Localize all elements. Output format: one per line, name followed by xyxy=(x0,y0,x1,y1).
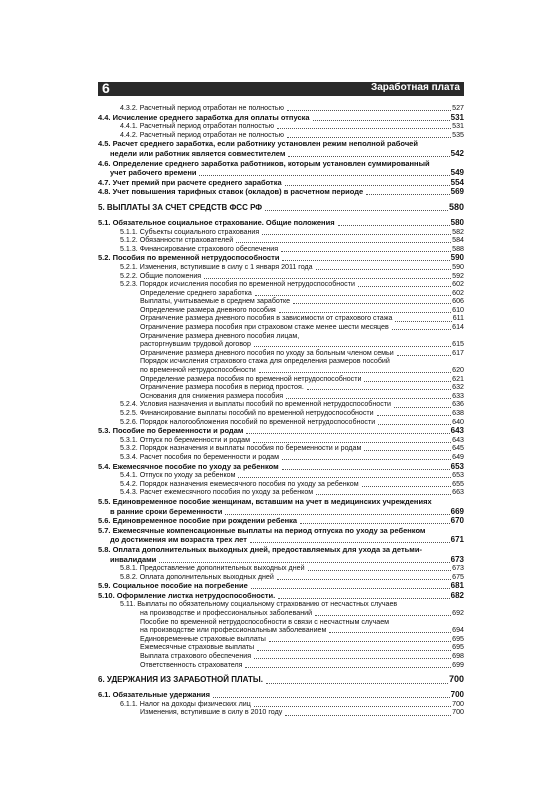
dot-leader xyxy=(159,562,449,563)
dot-leader xyxy=(395,321,451,322)
toc-entry-title: 5.1. Обязательное социальное страхование. Общие положения xyxy=(98,217,335,227)
toc-page-number: 617 xyxy=(452,348,464,357)
toc-entry-title: Ограничение размера пособия при страховом стаже менее шести месяцев xyxy=(140,323,389,332)
toc-page-number: 700 xyxy=(452,699,464,708)
dot-leader xyxy=(316,269,452,270)
toc-page-number: 653 xyxy=(452,471,464,480)
toc-page-number: 549 xyxy=(450,168,464,178)
toc-page-number: 675 xyxy=(452,572,464,581)
toc-entry-title: 5.2.4. Условия назначения и выплаты пособий по временной нетрудоспособности xyxy=(120,400,391,409)
toc-entry[interactable] xyxy=(98,626,464,635)
toc-entry-title: 4.4.2. Расчетный период отработан не полностью xyxy=(120,130,284,139)
dot-leader xyxy=(338,225,450,226)
toc-entry-title: инвалидами xyxy=(110,554,157,564)
dot-leader xyxy=(286,398,451,399)
dot-leader xyxy=(255,295,451,296)
toc-entry-title: 5.2.5. Финансирование выплаты пособий по временной нетрудоспособности xyxy=(120,409,374,417)
toc-entry[interactable] xyxy=(98,526,464,536)
toc-page-number: 638 xyxy=(452,409,464,417)
toc-entry-title: 5.3.2. Порядок назначения и выплаты пособия по беременности и родам xyxy=(120,444,362,453)
dot-leader xyxy=(213,697,450,698)
dot-leader xyxy=(269,641,451,642)
dot-leader xyxy=(366,194,449,195)
toc-page-number: 700 xyxy=(452,708,464,717)
toc-entry-title: 5.2.3. Порядок исчисления пособия по временной нетрудоспособности xyxy=(120,280,355,289)
dot-leader xyxy=(282,260,449,261)
toc-entry[interactable] xyxy=(98,480,464,489)
toc-entry[interactable] xyxy=(98,661,464,670)
toc-entry[interactable] xyxy=(98,149,464,159)
toc-entry[interactable] xyxy=(98,600,464,609)
toc-page-number: 692 xyxy=(452,609,464,618)
toc-page-number: 694 xyxy=(452,626,464,635)
dot-leader xyxy=(285,715,451,716)
toc-page-number: 699 xyxy=(452,660,464,669)
toc-chapter[interactable] xyxy=(98,202,464,213)
page-header xyxy=(98,82,464,96)
toc-page-number: 621 xyxy=(452,374,464,383)
toc-page-number: 554 xyxy=(450,177,464,187)
dot-leader xyxy=(293,303,451,304)
toc-entry[interactable] xyxy=(98,218,464,228)
toc-entry[interactable] xyxy=(98,159,464,169)
dot-leader xyxy=(282,459,451,460)
toc-page-number: 695 xyxy=(452,634,464,643)
dot-leader xyxy=(265,210,448,211)
toc-entry[interactable] xyxy=(98,418,464,427)
toc-entry-title: 5.4.2. Порядок назначения ежемесячного пособия по уходу за ребенком xyxy=(120,479,359,488)
toc-entry[interactable] xyxy=(98,280,464,289)
toc-entry-title: 5.9. Социальное пособие на погребение xyxy=(98,581,248,591)
toc-entry-title: Ограничение размера пособия в период простоя. xyxy=(140,383,304,392)
dot-leader xyxy=(254,346,451,347)
toc-entry-title: 4.6. Определение среднего заработка работников, которым установлен суммированный xyxy=(98,158,430,168)
toc-page-number: 632 xyxy=(452,383,464,392)
toc-page-number: 700 xyxy=(448,674,464,685)
toc-entry-title: 4.4.1. Расчетный период отработан полностью xyxy=(120,122,275,131)
toc-page-number: 592 xyxy=(452,271,464,280)
toc-entry[interactable] xyxy=(98,545,464,555)
toc-entry[interactable] xyxy=(98,272,464,281)
toc-entry-title: 5.2. Пособия по временной нетрудоспособности xyxy=(98,253,280,263)
toc-entry-title: 6.1.1. Налог на доходы физических лиц xyxy=(120,699,251,708)
dot-leader xyxy=(259,372,451,373)
toc-entry[interactable] xyxy=(98,535,464,545)
toc-entry-title: 5.4. Ежемесячное пособие по уходу за ребенком xyxy=(98,461,279,471)
toc-entry-title: 5.1.2. Обязанности страхователей xyxy=(120,236,234,245)
toc-page-number: 655 xyxy=(452,479,464,488)
toc-entry-title: 4.4. Исчисление среднего заработка для оплаты отпуска xyxy=(98,112,310,122)
dot-leader xyxy=(397,355,451,356)
toc-entry[interactable] xyxy=(98,297,464,306)
dot-leader xyxy=(257,650,451,651)
toc-page-number: 645 xyxy=(452,444,464,453)
toc-entry-title: 5.11. Выплаты по обязательному социальному страхованию от несчастных случаев xyxy=(120,600,398,609)
dot-leader xyxy=(364,450,451,451)
dot-leader xyxy=(245,667,451,668)
table-of-contents xyxy=(98,104,464,717)
toc-entry[interactable] xyxy=(98,323,464,332)
dot-leader xyxy=(288,156,449,157)
dot-leader xyxy=(254,658,451,659)
toc-page-number: 569 xyxy=(450,187,464,197)
toc-entry[interactable] xyxy=(98,690,464,700)
toc-page-number: 673 xyxy=(450,554,464,564)
toc-entry[interactable] xyxy=(98,618,464,627)
toc-page-number: 542 xyxy=(450,148,464,158)
toc-chapter[interactable] xyxy=(98,674,464,685)
toc-page-number: 535 xyxy=(452,130,464,139)
dot-leader xyxy=(279,312,451,313)
toc-entry-title: 5.7. Ежемесячные компенсационные выплаты на период отпуска по уходу за ребенком xyxy=(98,525,426,535)
toc-entry[interactable] xyxy=(98,516,464,526)
toc-entry[interactable] xyxy=(98,263,464,272)
toc-entry-title: 6. УДЕРЖАНИЯ ИЗ ЗАРАБОТНОЙ ПЛАТЫ. xyxy=(98,675,263,685)
toc-page-number: 614 xyxy=(452,323,464,332)
toc-page-number: 588 xyxy=(452,244,464,253)
dot-leader xyxy=(278,598,449,599)
dot-leader xyxy=(287,110,451,111)
toc-page-number: 531 xyxy=(450,112,464,122)
toc-entry-title: 5.1.3. Финансирование страхового обеспечения xyxy=(120,244,279,253)
dot-leader xyxy=(394,407,451,408)
toc-page-number: 682 xyxy=(450,590,464,600)
dot-leader xyxy=(254,706,451,707)
dot-leader xyxy=(204,278,451,279)
toc-entry[interactable] xyxy=(98,332,464,341)
toc-entry[interactable] xyxy=(98,400,464,409)
toc-entry-title: Изменения, вступившие в силу в 2010 году xyxy=(140,708,283,717)
toc-page-number: 615 xyxy=(452,340,464,349)
toc-entry[interactable] xyxy=(98,426,464,436)
toc-entry-title: учет рабочего времени xyxy=(110,168,197,178)
toc-entry-title: 5.8. Оплата дополнительных выходных дней, предоставляемых для ухода за детьми- xyxy=(98,544,422,554)
dot-leader xyxy=(377,415,452,416)
toc-entry[interactable] xyxy=(98,113,464,123)
toc-page-number: 663 xyxy=(452,488,464,497)
toc-entry-title: по временной нетрудоспособности xyxy=(140,366,256,375)
toc-entry-title: Определение размера дневного пособия xyxy=(140,305,276,314)
toc-page-number: 531 xyxy=(452,122,464,131)
dot-leader xyxy=(277,579,451,580)
toc-page-number: 620 xyxy=(452,366,464,375)
dot-leader xyxy=(392,329,451,330)
toc-entry[interactable] xyxy=(98,635,464,644)
toc-entry[interactable] xyxy=(98,652,464,661)
toc-entry[interactable] xyxy=(98,507,464,517)
toc-entry[interactable] xyxy=(98,306,464,315)
toc-page-number: 643 xyxy=(450,426,464,436)
toc-page-number: 700 xyxy=(450,690,464,700)
toc-entry-title: 5.5. Единовременное пособие женщинам, вставшим на учет в медицинских учреждениях xyxy=(98,496,432,506)
toc-page-number: 602 xyxy=(452,280,464,289)
toc-entry-title: 4.5. Расчет среднего заработка, если работнику установлен режим неполной рабочей xyxy=(98,139,418,149)
toc-entry-title: 5.8.2. Оплата дополнительных выходных дней xyxy=(120,572,274,581)
dot-leader xyxy=(251,588,450,589)
toc-entry[interactable] xyxy=(98,228,464,237)
toc-entry-title: 5.3. Пособие по беременности и родам xyxy=(98,426,244,436)
toc-entry[interactable] xyxy=(98,122,464,131)
toc-page-number: 681 xyxy=(450,581,464,591)
toc-entry-title: 5.2.6. Порядок налогообложения пособий по временной нетрудоспособности xyxy=(120,417,376,426)
toc-page-number: 636 xyxy=(452,400,464,409)
toc-entry-title: 5.2.1. Изменения, вступившие в силу с 1 января 2011 года xyxy=(120,262,313,271)
dot-leader xyxy=(238,477,451,478)
toc-entry[interactable] xyxy=(98,555,464,565)
toc-entry[interactable] xyxy=(98,462,464,472)
toc-page-number: 669 xyxy=(450,506,464,516)
dot-leader xyxy=(358,286,451,287)
toc-entry[interactable] xyxy=(98,139,464,149)
toc-page-number: 633 xyxy=(452,391,464,400)
page-number: 6 xyxy=(102,80,110,96)
dot-leader xyxy=(250,542,450,543)
toc-page-number: 582 xyxy=(452,227,464,236)
toc-page-number: 640 xyxy=(452,417,464,426)
toc-entry-title: Определение среднего заработка xyxy=(140,288,252,297)
toc-entry-title: на производстве и профессиональных заболеваний xyxy=(140,609,313,618)
toc-entry-title: Пособие по временной нетрудоспособности в связи с несчастным случаем xyxy=(140,617,390,626)
toc-page-number: 673 xyxy=(452,564,464,573)
toc-entry-title: недели или работник является совместителем xyxy=(110,148,286,158)
toc-entry-title: расторгнувшим трудовой договор xyxy=(140,340,251,349)
toc-entry-title: Ответственность страхователя xyxy=(140,660,243,669)
dot-leader xyxy=(300,523,450,524)
toc-entry[interactable] xyxy=(98,409,464,418)
toc-page-number: 695 xyxy=(452,643,464,652)
toc-entry-title: 5. ВЫПЛАТЫ ЗА СЧЕТ СРЕДСТВ ФСС РФ xyxy=(98,202,263,212)
toc-entry[interactable] xyxy=(98,383,464,392)
toc-entry-title: 5.2.2. Общие положения xyxy=(120,271,202,280)
dot-leader xyxy=(364,381,451,382)
toc-entry[interactable] xyxy=(98,340,464,349)
dot-leader xyxy=(246,433,449,434)
dot-leader xyxy=(362,486,452,487)
toc-entry[interactable] xyxy=(98,700,464,709)
dot-leader xyxy=(262,234,451,235)
dot-leader xyxy=(266,683,448,684)
dot-leader xyxy=(253,442,451,443)
dot-leader xyxy=(225,514,449,515)
toc-entry[interactable] xyxy=(98,497,464,507)
toc-page-number: 653 xyxy=(450,461,464,471)
toc-entry-title: 4.7. Учет премий при расчете среднего заработка xyxy=(98,177,282,187)
toc-entry[interactable] xyxy=(98,366,464,375)
dot-leader xyxy=(277,128,451,129)
toc-entry-title: 5.4.3. Расчет ежемесячного пособия по уходу за ребенком xyxy=(120,488,314,497)
toc-entry[interactable] xyxy=(98,488,464,497)
toc-entry[interactable] xyxy=(98,104,464,113)
toc-entry[interactable] xyxy=(98,131,464,140)
toc-entry[interactable] xyxy=(98,573,464,582)
toc-entry-title: на производстве или профессиональным заболеванием xyxy=(140,626,327,635)
toc-entry-title: 5.3.4. Расчет пособия по беременности и родам xyxy=(120,452,279,461)
dot-leader xyxy=(308,570,452,571)
toc-entry-title: Порядок исчисления страхового стажа для определения размеров пособий xyxy=(140,357,390,366)
dot-leader xyxy=(285,185,450,186)
toc-entry-title: Выплаты, учитываемые в среднем заработке xyxy=(140,297,291,306)
toc-entry[interactable] xyxy=(98,591,464,601)
toc-page-number: 606 xyxy=(452,297,464,306)
toc-entry[interactable] xyxy=(98,245,464,254)
dot-leader xyxy=(316,494,451,495)
toc-entry[interactable] xyxy=(98,643,464,652)
toc-entry-title: 5.3.1. Отпуск по беременности и родам xyxy=(120,435,250,444)
toc-entry[interactable] xyxy=(98,581,464,591)
toc-entry-title: 5.8.1. Предоставление дополнительных выходных дней xyxy=(120,564,305,573)
toc-entry-title: Ограничение размера дневного пособия в зависимости от страхового стажа xyxy=(140,314,393,323)
toc-page-number: 590 xyxy=(452,262,464,271)
dot-leader xyxy=(236,242,451,243)
dot-leader xyxy=(282,469,450,470)
toc-page-number: 671 xyxy=(450,535,464,545)
toc-page-number: 527 xyxy=(452,104,464,112)
dot-leader xyxy=(315,615,451,616)
toc-entry[interactable] xyxy=(98,453,464,462)
dot-leader xyxy=(313,120,450,121)
toc-entry-title: 5.1.1. Субъекты социального страхования xyxy=(120,227,260,236)
toc-entry[interactable] xyxy=(98,178,464,188)
dot-leader xyxy=(329,632,451,633)
toc-entry-title: 4.3.2. Расчетный период отработан не полностью xyxy=(120,104,284,112)
toc-entry-title: Ограничение размера дневного пособия лицам, xyxy=(140,331,300,340)
toc-page-number: 649 xyxy=(452,452,464,461)
toc-page-number: 590 xyxy=(450,253,464,263)
toc-entry[interactable] xyxy=(98,349,464,358)
toc-page-number: 643 xyxy=(452,435,464,444)
toc-page-number: 580 xyxy=(450,217,464,227)
toc-entry[interactable] xyxy=(98,375,464,384)
dot-leader xyxy=(378,424,451,425)
dot-leader xyxy=(287,137,451,138)
toc-page-number: 602 xyxy=(452,288,464,297)
toc-entry[interactable] xyxy=(98,253,464,263)
dot-leader xyxy=(199,175,449,176)
toc-entry[interactable] xyxy=(98,357,464,366)
toc-page-number: 698 xyxy=(452,652,464,661)
toc-entry-title: Ежемесячные страховые выплаты xyxy=(140,643,255,652)
toc-entry[interactable] xyxy=(98,289,464,298)
running-title: Заработная плата xyxy=(370,82,460,93)
toc-entry[interactable] xyxy=(98,436,464,445)
toc-page-number: 670 xyxy=(450,516,464,526)
toc-entry[interactable] xyxy=(98,168,464,178)
toc-page-number: 611 xyxy=(452,314,464,323)
toc-entry[interactable] xyxy=(98,564,464,573)
toc-page-number: 580 xyxy=(448,201,464,212)
toc-entry[interactable] xyxy=(98,471,464,480)
toc-entry[interactable] xyxy=(98,187,464,197)
toc-entry-title: Ограничение размера дневного пособия по уходу за больным членом семьи xyxy=(140,348,394,357)
toc-entry-title: 6.1. Обязательные удержания xyxy=(98,690,211,700)
toc-entry-title: Основания для снижения размера пособия xyxy=(140,391,284,400)
toc-entry[interactable] xyxy=(98,708,464,717)
toc-entry[interactable] xyxy=(98,314,464,323)
toc-entry-title: 4.8. Учет повышения тарифных ставок (окладов) в расчетном периоде xyxy=(98,187,364,197)
toc-entry-title: Единовременные страховые выплаты xyxy=(140,634,266,643)
toc-entry-title: 5.6. Единовременное пособие при рождении ребенка xyxy=(98,516,298,526)
toc-entry[interactable] xyxy=(98,236,464,245)
dot-leader xyxy=(307,389,451,390)
dot-leader xyxy=(281,251,451,252)
toc-entry-title: Определение размера пособия по временной нетрудоспособности xyxy=(140,374,362,383)
toc-entry-title: в ранние сроки беременности xyxy=(110,506,223,516)
toc-entry-title: Выплата страхового обеспечения xyxy=(140,652,252,661)
toc-page-number: 584 xyxy=(452,236,464,245)
toc-entry-title: до достижения им возраста трех лет xyxy=(110,535,247,545)
toc-entry[interactable] xyxy=(98,392,464,401)
toc-page-number: 610 xyxy=(452,305,464,314)
toc-entry-title: 5.10. Оформление листка нетрудоспособности. xyxy=(98,590,276,600)
toc-entry[interactable] xyxy=(98,609,464,618)
toc-entry-title: 5.4.1. Отпуск по уходу за ребенком xyxy=(120,471,236,480)
toc-entry[interactable] xyxy=(98,444,464,453)
